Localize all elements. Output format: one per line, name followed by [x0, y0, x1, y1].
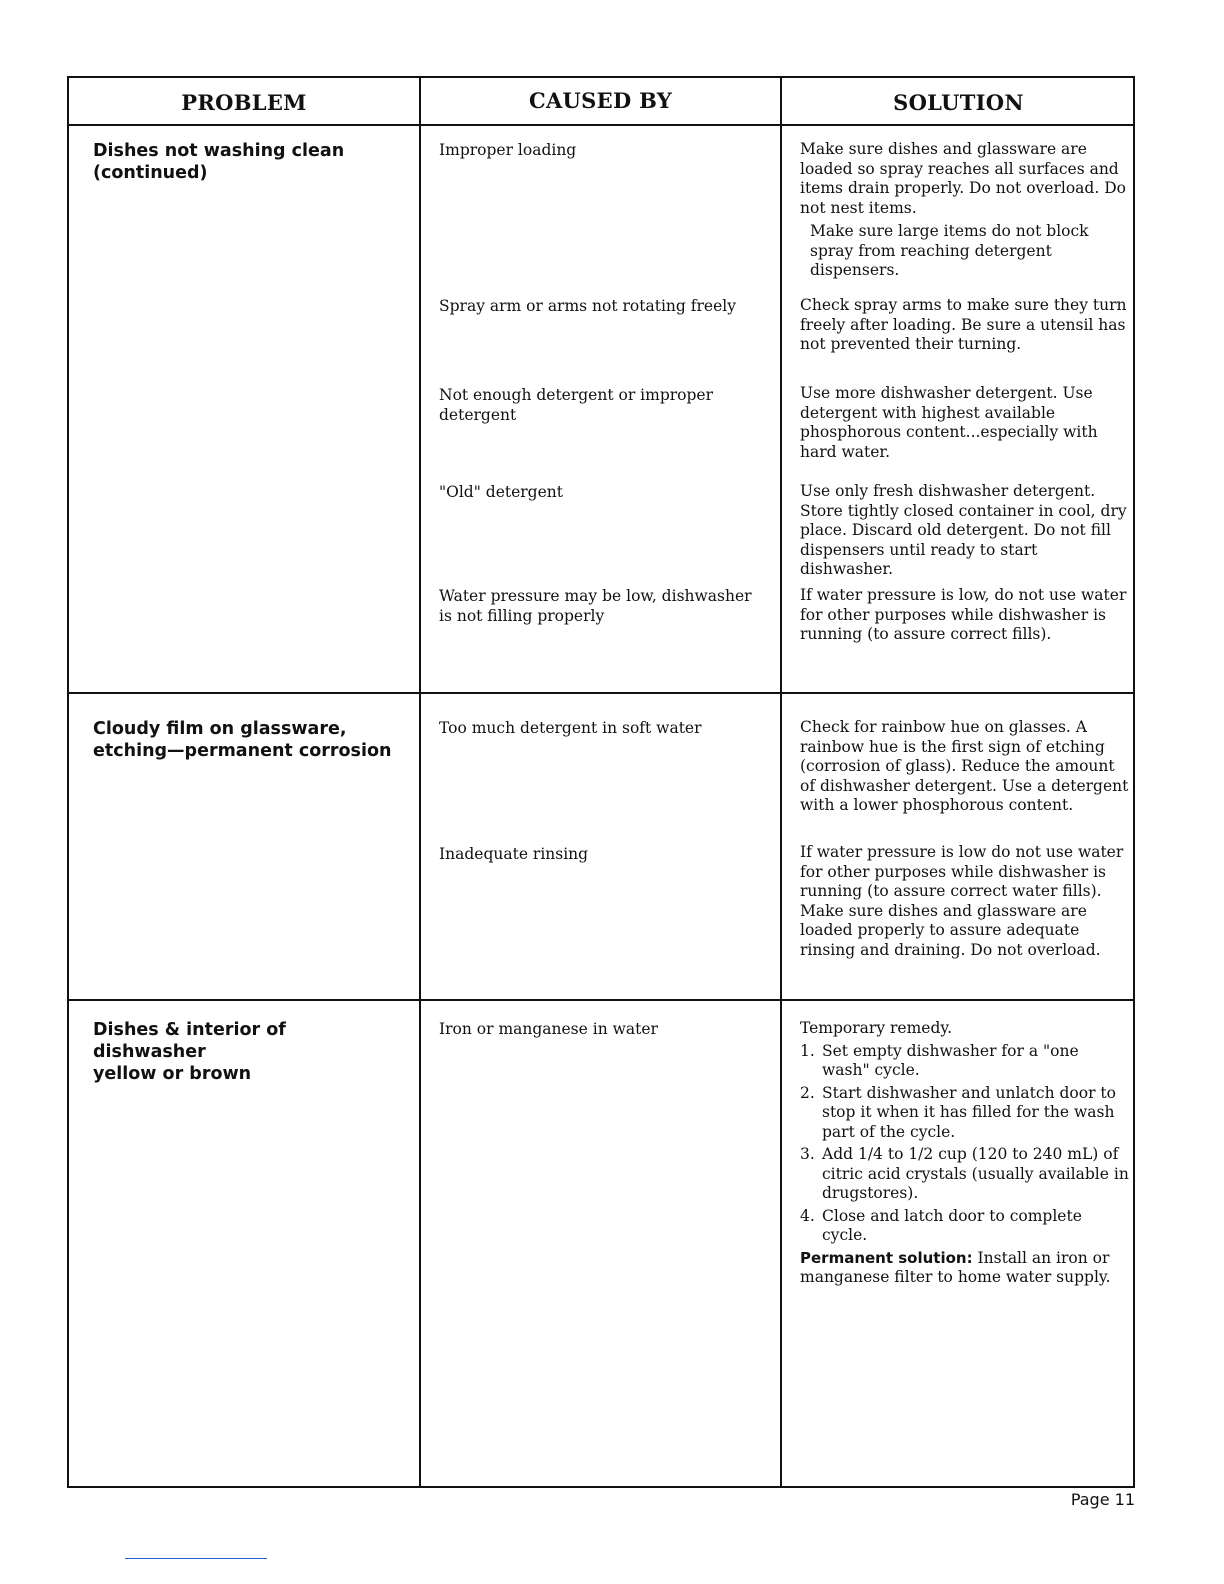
- cause-iron-manganese: Iron or manganese in water: [439, 1020, 658, 1038]
- troubleshooting-table: [67, 76, 1135, 1488]
- footer-divider: [125, 1558, 267, 1559]
- solution-too-much-detergent: Check for rainbow hue on glasses. A rainbow hue is the first sign of etching (corrosion of glass). Reduce the amount of dishwasher detergent. Use a detergent with a lower phosphorous content.: [800, 718, 1129, 814]
- row-divider: [69, 692, 1133, 694]
- cause-too-much-detergent: Too much detergent in soft water: [439, 719, 702, 737]
- solution-not-enough-detergent: Use more dishwasher detergent. Use detergent with highest available phosphorous content...especially with hard water.: [800, 384, 1098, 461]
- solution-inadequate-rinsing: If water pressure is low do not use water for other purposes while dishwasher is running (to assure correct water fills). Make sure dishes and glassware are loaded properly to assure adequate rinsing and draining. Do not overload.: [800, 843, 1124, 959]
- cause-not-enough-detergent: Not enough detergent or improper detergent: [439, 386, 713, 424]
- cause-spray-arm: Spray arm or arms not rotating freely: [439, 297, 736, 315]
- remedy-steps: [800, 1042, 1130, 1246]
- cause-improper-loading: Improper loading: [439, 141, 577, 159]
- problem-yellow-brown: Dishes & interior of dishwasher yellow or brown: [93, 1020, 286, 1084]
- list-item: 4. Close and latch door to complete cycle.: [800, 1206, 1082, 1244]
- row-divider: [69, 999, 1133, 1001]
- cause-old-detergent: "Old" detergent: [439, 483, 563, 501]
- list-item: 1. Set empty dishwasher for a "one wash" cycle.: [800, 1041, 1079, 1079]
- column-divider: [780, 78, 782, 1486]
- header-caused-by: CAUSED BY: [528, 88, 673, 113]
- list-item: 2. Start dishwasher and unlatch door to stop it when it has filled for the wash part of the cycle.: [800, 1083, 1116, 1141]
- permanent-solution: Permanent solution: Install an iron or manganese filter to home water supply.: [800, 1248, 1111, 1286]
- solution-water-pressure: If water pressure is low, do not use water for other purposes while dishwasher is running (to assure correct fills).: [800, 586, 1127, 643]
- solution-improper-loading: Make sure dishes and glassware are loaded so spray reaches all surfaces and items drain properly. Do not overload. Do not nest items. Make sure large items do not block spray from reaching detergent dispensers.: [800, 140, 1126, 279]
- solution-spray-arm: Check spray arms to make sure they turn freely after loading. Be sure a utensil has not prevented their turning.: [800, 296, 1127, 353]
- cause-water-pressure: Water pressure may be low, dishwasher is not filling properly: [439, 587, 752, 625]
- problem-dishes-not-clean: Dishes not washing clean (continued): [93, 141, 345, 183]
- page-number: Page 11: [1070, 1490, 1135, 1509]
- header-problem: PROBLEM: [181, 90, 307, 115]
- problem-cloudy-film: Cloudy film on glassware, etching—permanent corrosion: [93, 719, 392, 761]
- list-item: 3. Add 1/4 to 1/2 cup (120 to 240 mL) of citric acid crystals (usually available in drugstores).: [800, 1145, 1129, 1202]
- solution-iron-manganese: Temporary remedy. 1. Set empty dishwasher for a "one wash" cycle. 2. Start dishwasher and unlatch door to stop it when it has filled for the wash part of the cycle. 3. Add 1/4 to 1/2 cup (120 to 240 mL) of citric acid crystals (usually available in drugstores). 4. Close and latch door to complete cycle. Permanent solution: Install an iron or manganese filter to home water supply.: [800, 1019, 1129, 1286]
- cause-inadequate-rinsing: Inadequate rinsing: [439, 845, 589, 863]
- solution-old-detergent: Use only fresh dishwasher detergent. Store tightly closed container in cool, dry place. Discard old detergent. Do not fill dispensers until ready to start dishwasher.: [800, 482, 1127, 578]
- header-divider: [69, 124, 1133, 126]
- column-divider: [419, 78, 421, 1486]
- header-solution: SOLUTION: [893, 90, 1024, 115]
